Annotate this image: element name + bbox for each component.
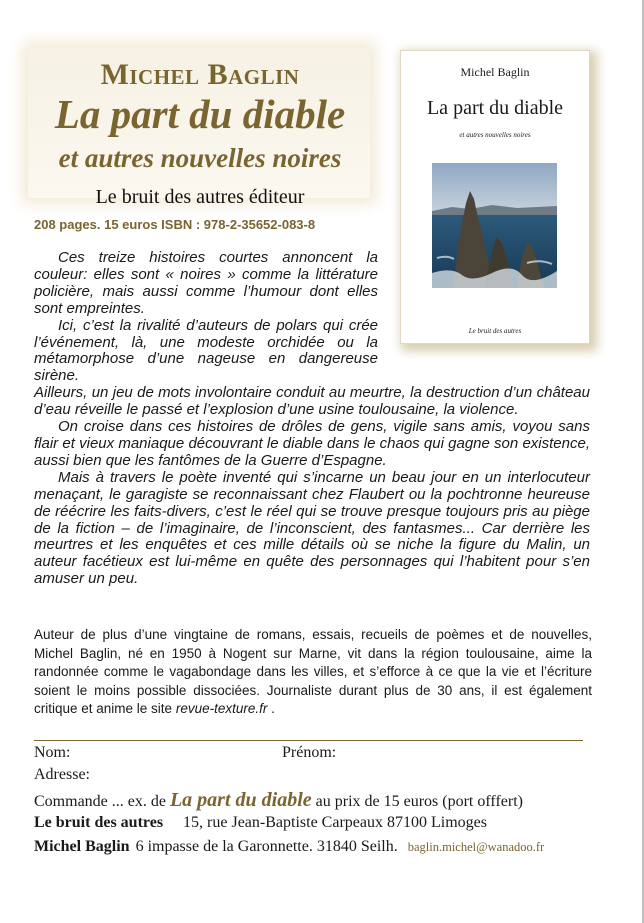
order-line xyxy=(34,789,523,812)
cover-publisher: Le bruit des autres xyxy=(468,327,522,335)
author-contact-name: Michel Baglin xyxy=(34,838,130,855)
order-divider xyxy=(34,740,583,741)
cover-title: La part du diable xyxy=(426,97,564,119)
book-subtitle: et autres nouvelles noires xyxy=(58,143,342,173)
bio-website: revue-texture.fr xyxy=(175,701,268,717)
author-name: Michel Baglin xyxy=(100,58,300,91)
book-title: La part du diable xyxy=(54,91,346,137)
publisher-line: Le bruit des autres éditeur xyxy=(95,186,305,208)
publisher-name: Le bruit des autres xyxy=(34,814,164,831)
order-firstname-label: Prénom: xyxy=(282,744,337,761)
book-meta: 208 pages. 15 euros ISBN : 978-2-35652-083-8 xyxy=(34,217,316,232)
publisher-address-line xyxy=(34,814,487,832)
author-address-line xyxy=(34,838,544,856)
bio-text: Auteur de plus d’une vingtaine de romans, essais, recueils de poèmes et de nouvelles, Michel Baglin, né en 1950 à Nogent sur Marne, vit dans la région toulousaine, aime la randonnée comme le vagabondage dans les villes, et s’efforce à ce que la vie et l’écriture soient le moins possible dissociées. Journaliste durant plus de 30 ans, il est également critique et anime le site xyxy=(34,627,592,717)
description-paragraph-4: Mais à travers le poète inventé qui s’incarne un beau jour en un interlocuteur menaçant, le garagiste se reconnaissant chez Flaubert ou la pochtronne heureuse de réécrire les faits-divers, c’est le réel qui se trouve presque toujours pris au piège de la fiction – de l’imaginaire, de l’inconscient, des fantasmes... Car derrière les meurtres et les enquêtes et ces mille détails où se niche la figure du Malin, un auteur facétieux est lui-même en quête des personnages qui l’habitent pour s’en amuser un peu. xyxy=(34,468,590,588)
author-bio xyxy=(34,626,592,719)
order-prefix: Commande ... ex. de xyxy=(34,793,170,810)
order-name-label: Nom: xyxy=(34,744,71,761)
cover-author: Michel Baglin xyxy=(460,65,530,79)
author-address: 6 impasse de la Garonnette. 31840 Seilh. xyxy=(135,838,398,855)
order-address-label: Adresse: xyxy=(34,766,90,783)
description-paragraph-3: On croise dans ces histoires de drôles de gens, vigile sans amis, voyou sans flair et vieux maniaque découvrant le diable dans le chaos qui gagne son existence, aussi bien que les fantômes de la Guerre d’Espagne. xyxy=(34,418,590,469)
description-paragraph-2b: Ailleurs, un jeu de mots involontaire conduit au meurtre, la destruction d’un château d’eau réveille le passé et l’explosion d’une usine toulousaine, la violence. xyxy=(34,384,590,419)
cover-subtitle: et autres nouvelles noires xyxy=(459,131,531,139)
description-paragraph-1: Ces treize histoires courtes annoncent la couleur: elles sont « noires » comme la littérature policière, mais aussi comme l’humour dont elles sont empreintes. xyxy=(34,249,378,317)
publisher-address: 15, rue Jean-Baptiste Carpeaux 87100 Limoges xyxy=(183,814,487,831)
description xyxy=(34,250,590,588)
order-suffix: au prix de 15 euros (port offfert) xyxy=(311,793,523,810)
description-paragraph-2a: Ici, c’est la rivalité d’auteurs de polars qui crée l’événement, là, une modeste orchidée ou la métamorphose d’une nageuse en dangereuse sirène. xyxy=(34,316,378,385)
author-email[interactable]: baglin.michel@wanadoo.fr xyxy=(407,840,545,854)
bio-end: . xyxy=(267,701,275,717)
order-book-title: La part du diable xyxy=(169,789,312,811)
